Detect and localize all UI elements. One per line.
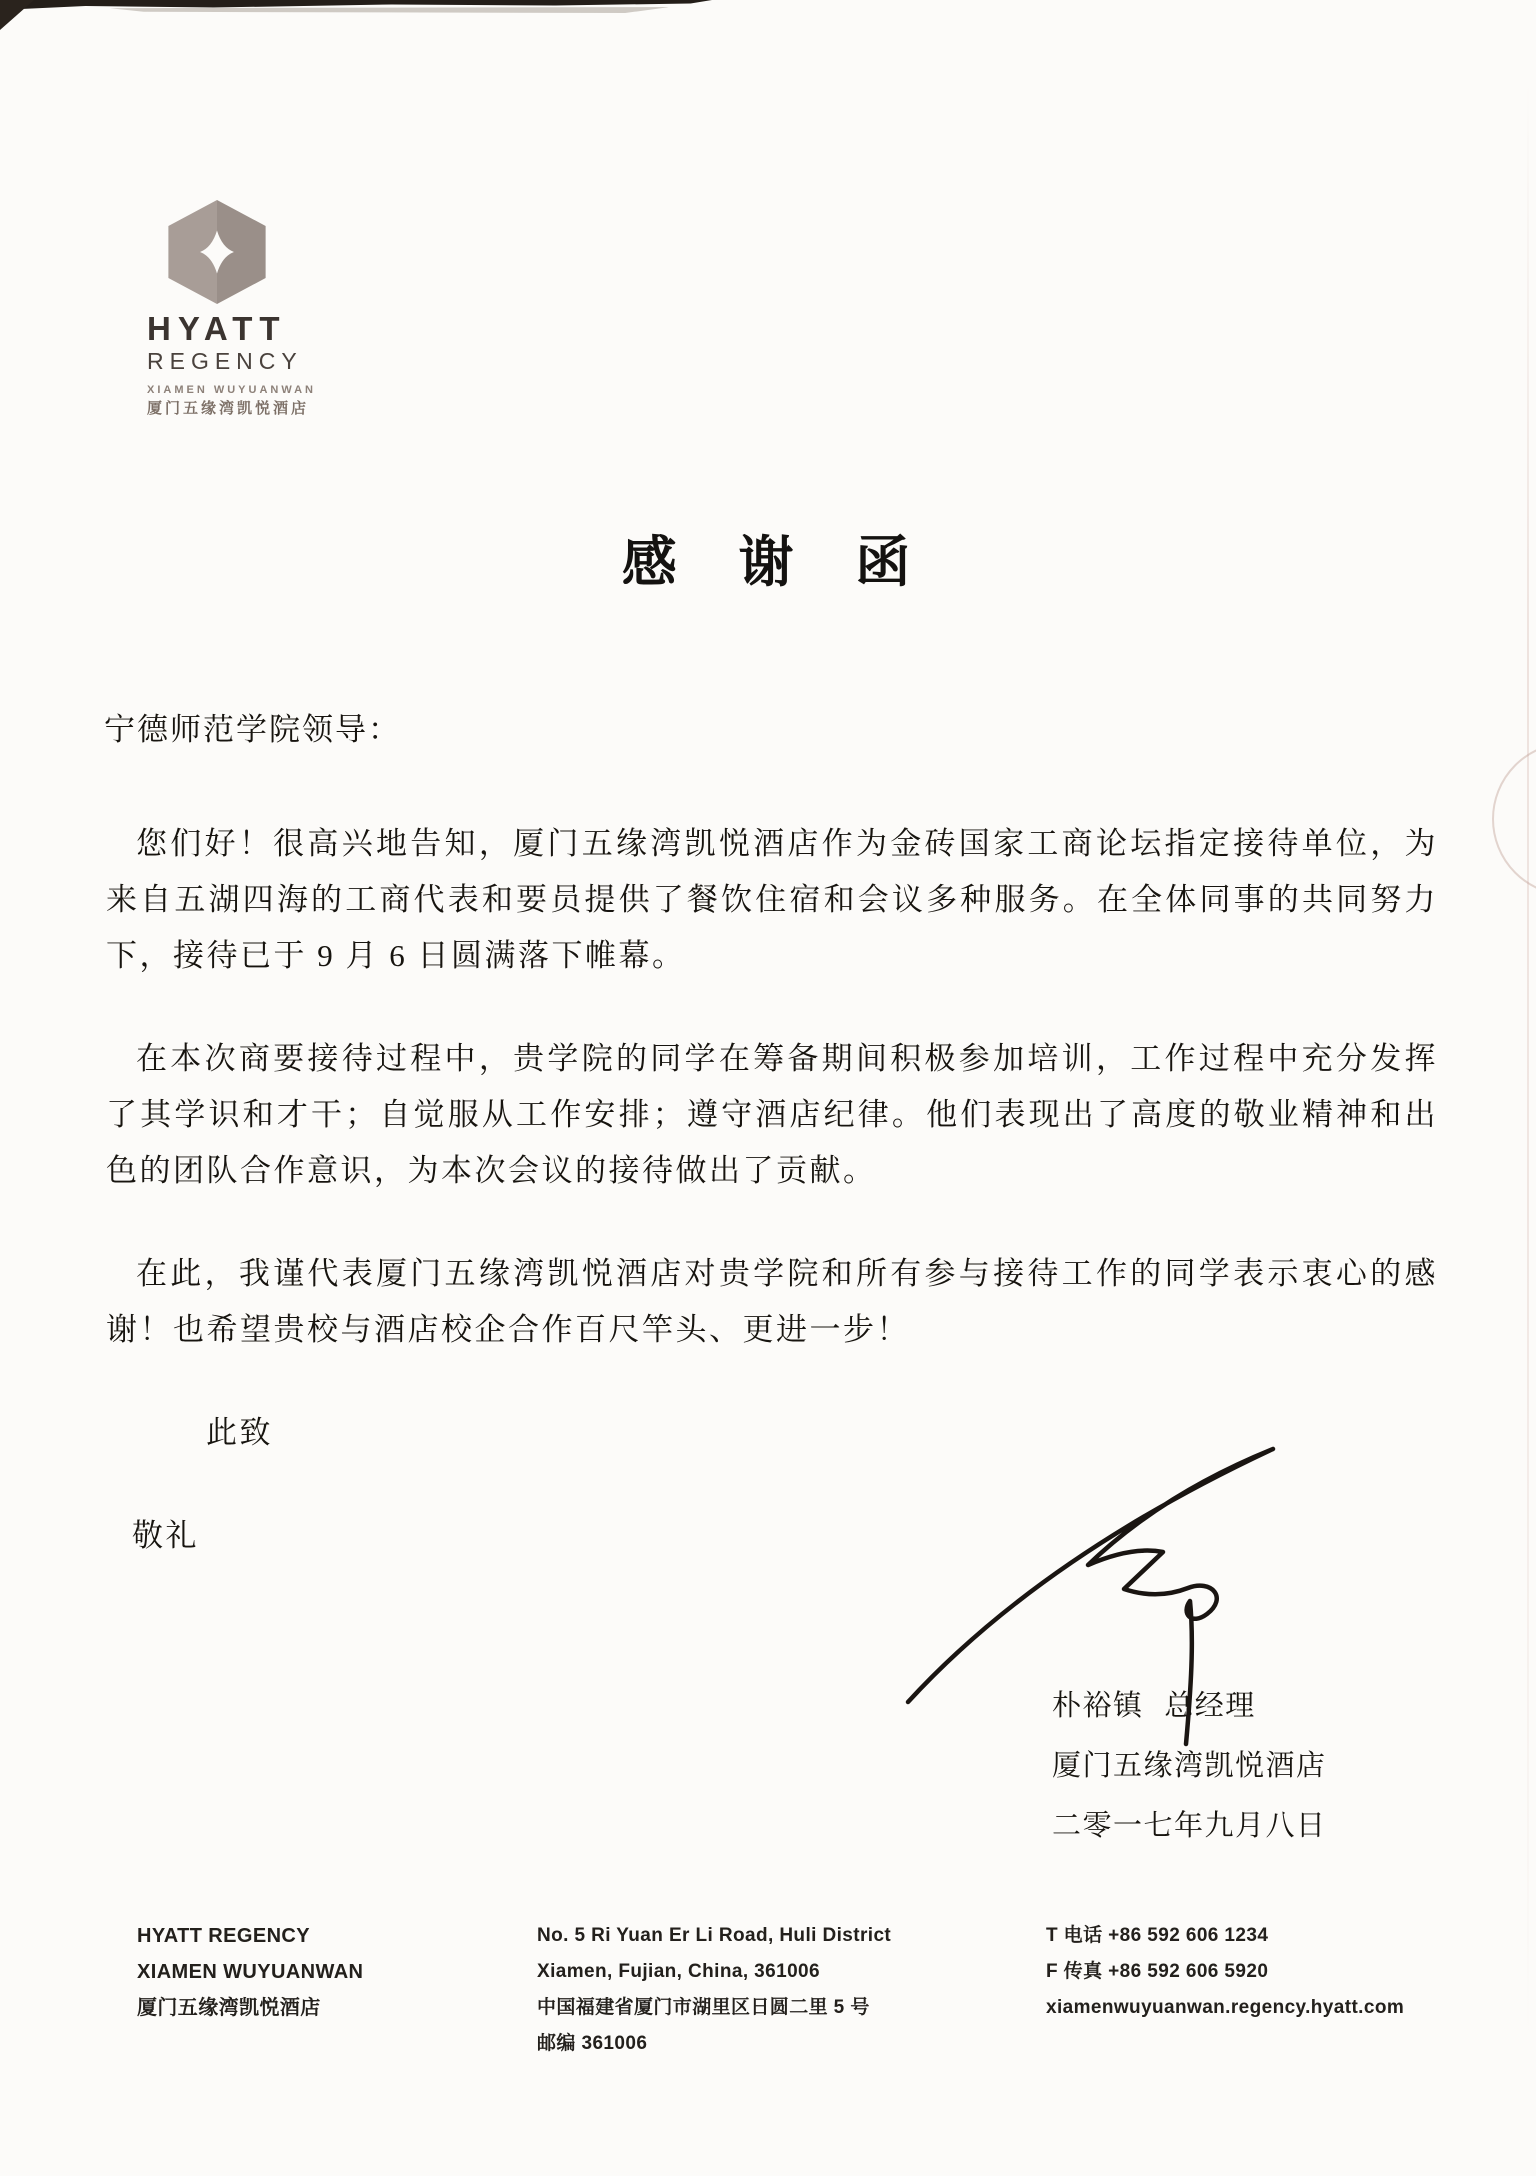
- footer-hotel-name: [137, 1918, 363, 2026]
- footer-address-line: 中国福建省厦门市湖里区日圆二里 5 号: [537, 1997, 870, 2018]
- footer-fax: F 传真 +86 592 606 5920: [1046, 1961, 1269, 1982]
- letter-paragraph: 在此，我谨代表厦门五缘湾凯悦酒店对贵学院和所有参与接待工作的同学表示衷心的感谢！也希望贵校与酒店校企合作百尺竿头、更进一步！: [106, 1256, 1438, 1347]
- letter-date: 二零一七年九月八日: [1052, 1810, 1327, 1842]
- footer-address: [537, 1918, 891, 2062]
- scan-corner-artifact: [0, 0, 34, 30]
- footer-contact: [1046, 1918, 1404, 2026]
- logo-location-cn: 厦门五缘湾凯悦酒店: [147, 401, 310, 417]
- logo-brand-text: HYATT: [147, 310, 287, 347]
- signer-name-title: 朴裕镇 总经理: [1052, 1690, 1256, 1722]
- footer-phone: T 电话 +86 592 606 1234: [1046, 1925, 1269, 1946]
- letter-paragraph: 在本次商要接待过程中，贵学院的同学在筹备期间积极参加培训，工作过程中充分发挥了其学识和才干；自觉服从工作安排；遵守酒店纪律。他们表现出了高度的敬业精神和出色的团队合作意识，为本次会议的接待做出了贡献。: [106, 1041, 1438, 1188]
- footer-hotel-line: HYATT REGENCY: [137, 1925, 311, 1947]
- closing-cizhi: 此致: [206, 1415, 273, 1450]
- hyatt-hexagon-icon: [158, 200, 276, 304]
- letter-salutation: 宁德师范学院领导：: [104, 712, 401, 747]
- letter-paragraph: 您们好！很高兴地告知，厦门五缘湾凯悦酒店作为金砖国家工商论坛指定接待单位，为来自五湖四海的工商代表和要员提供了餐饮住宿和会议多种服务。在全体同事的共同努力下，接待已于 9 月 6 日圆满落下帷幕。: [106, 826, 1438, 973]
- letter-title: 感 谢 函: [621, 532, 915, 593]
- logo-location-en: XIAMEN WUYUANWAN: [147, 384, 316, 396]
- logo-subbrand-text: REGENCY: [147, 348, 303, 374]
- hotel-logo: [147, 200, 437, 417]
- footer-address-line: No. 5 Ri Yuan Er Li Road, Huli District: [537, 1925, 892, 1946]
- footer-website: xiamenwuyuanwan.regency.hyatt.com: [1046, 1997, 1405, 2018]
- scan-edge-smear: [110, 7, 670, 13]
- paper-crease-mark: [1492, 742, 1536, 896]
- signature-block: [1052, 1692, 1472, 1872]
- footer-hotel-line: XIAMEN WUYUANWAN: [137, 1961, 364, 1983]
- footer-address-line: Xiamen, Fujian, China, 361006: [537, 1961, 820, 1982]
- signer-company: 厦门五缘湾凯悦酒店: [1052, 1750, 1327, 1782]
- footer-hotel-line: 厦门五缘湾凯悦酒店: [137, 1997, 321, 2019]
- scan-right-edge-line: [1527, 80, 1529, 2040]
- closing-jingli: 敬礼: [132, 1518, 199, 1553]
- footer-address-line: 邮编 361006: [537, 2033, 648, 2054]
